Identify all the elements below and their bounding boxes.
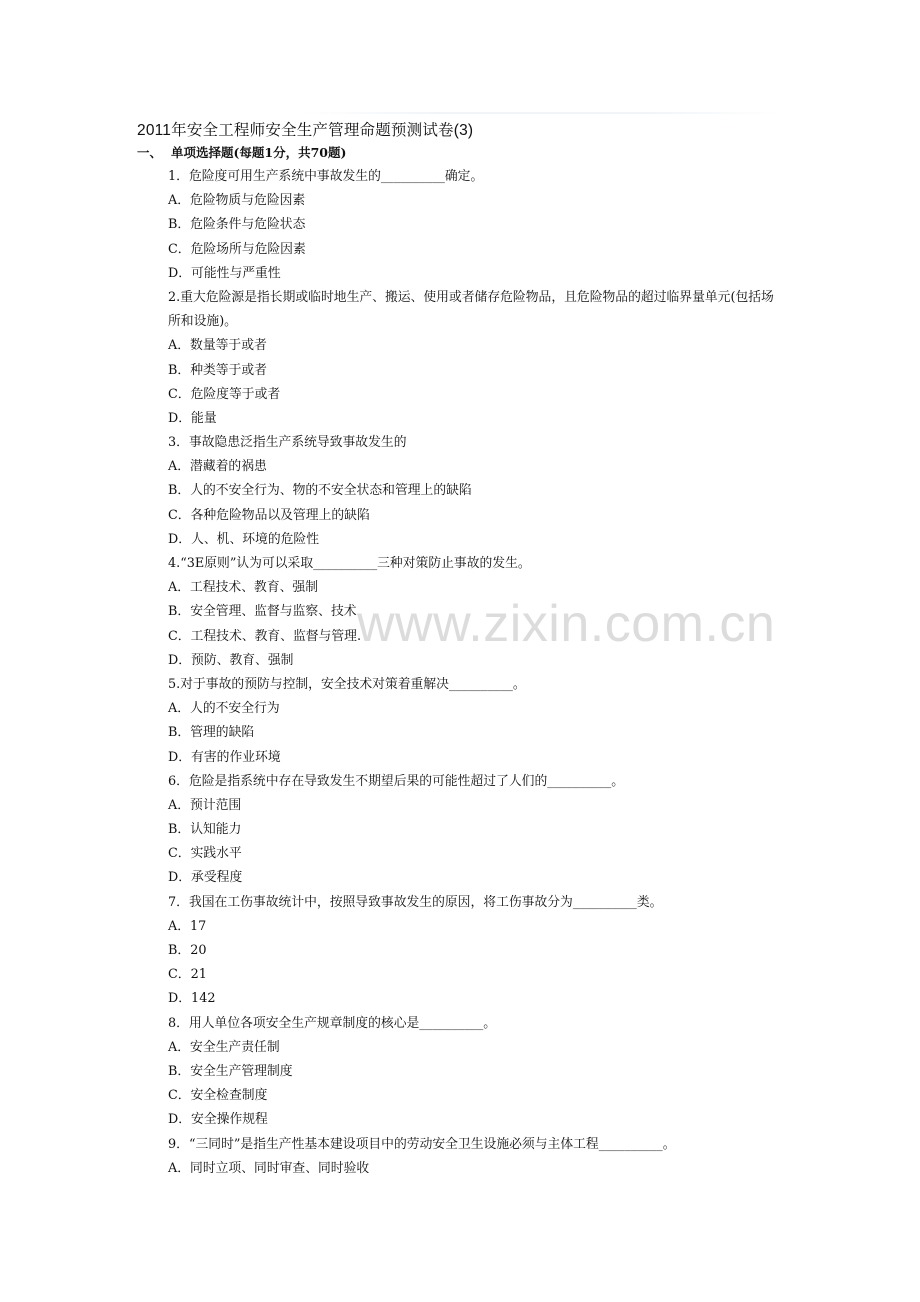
- option-line: C．实践水平: [168, 846, 242, 862]
- option-line: D．预防、教育、强制: [168, 652, 294, 668]
- top-rule: [300, 112, 784, 114]
- question-line: 7．我国在工伤事故统计中，按照导致事故发生的原因，将工伤事故分为__________类。: [168, 894, 663, 910]
- option-line: B．管理的缺陷: [168, 725, 255, 741]
- question-line: 8．用人单位各项安全生产规章制度的核心是__________。: [168, 1015, 497, 1031]
- document-title: 2011年安全工程师安全生产管理命题预测试卷(3): [137, 122, 474, 139]
- section-label: 单项选择题(每题1分，共70题): [171, 145, 347, 160]
- question-line: 4.“3E原则”认为可以采取__________三种对策防止事故的发生。: [168, 556, 531, 572]
- option-line: A．人的不安全行为: [168, 701, 280, 717]
- option-line: B．认知能力: [168, 822, 242, 838]
- option-line: D．142: [168, 991, 216, 1007]
- option-line: C．安全检查制度: [168, 1088, 268, 1104]
- option-line: A．工程技术、教育、强制: [168, 580, 319, 596]
- question-list: [168, 165, 784, 1181]
- option-line: C．各种危险物品以及管理上的缺陷: [168, 507, 370, 523]
- question-line: 2.重大危险源是指长期或临时地生产、搬运、使用或者储存危险物品，且危险物品的超过临界量单元(包括场所和设施)。: [168, 289, 774, 330]
- option-line: D．有害的作业环境: [168, 749, 281, 765]
- option-line: C．危险度等于或者: [168, 386, 281, 402]
- option-line: D．能量: [168, 410, 217, 426]
- option-line: B．人的不安全行为、物的不安全状态和管理上的缺陷: [168, 483, 472, 499]
- question-line: 6．危险是指系统中存在导致发生不期望后果的可能性超过了人们的__________。: [168, 773, 625, 789]
- option-line: D．承受程度: [168, 870, 243, 886]
- option-line: C．危险场所与危险因素: [168, 241, 306, 257]
- option-line: B．种类等于或者: [168, 362, 267, 378]
- option-line: D．人、机、环境的危险性: [168, 531, 320, 547]
- option-line: A．17: [168, 918, 207, 934]
- option-line: A．潜藏着的祸患: [168, 459, 267, 475]
- section-heading: [137, 143, 346, 161]
- option-line: B．安全生产管理制度: [168, 1063, 293, 1079]
- option-line: A．同时立项、同时审查、同时验收: [168, 1160, 370, 1176]
- option-line: B．20: [168, 943, 207, 959]
- site-watermark: www.zixin.com.cn: [357, 595, 776, 653]
- question-line: 9．“三同时”是指生产性基本建设项目中的劳动安全卫生设施必须与主体工程__________。: [168, 1136, 676, 1152]
- option-line: D．可能性与严重性: [168, 265, 281, 281]
- option-line: C．工程技术、教育、监督与管理.: [168, 628, 362, 644]
- option-line: C．21: [168, 967, 207, 983]
- option-line: B．安全管理、监督与监察、技术: [168, 604, 357, 620]
- option-line: A．安全生产责任制: [168, 1039, 280, 1055]
- option-line: A．数量等于或者: [168, 338, 267, 354]
- option-line: A．预计范围: [168, 797, 242, 813]
- question-line: 5.对于事故的预防与控制，安全技术对策着重解决__________。: [168, 676, 526, 692]
- option-line: B．危险条件与危险状态: [168, 217, 306, 233]
- option-line: D．安全操作规程: [168, 1112, 268, 1128]
- question-line: 1．危险度可用生产系统中事故发生的__________确定。: [168, 169, 484, 184]
- option-line: A．危险物质与危险因素: [168, 193, 306, 209]
- question-line: 3．事故隐患泛指生产系统导致事故发生的: [168, 435, 407, 451]
- section-number: 一、: [137, 145, 163, 160]
